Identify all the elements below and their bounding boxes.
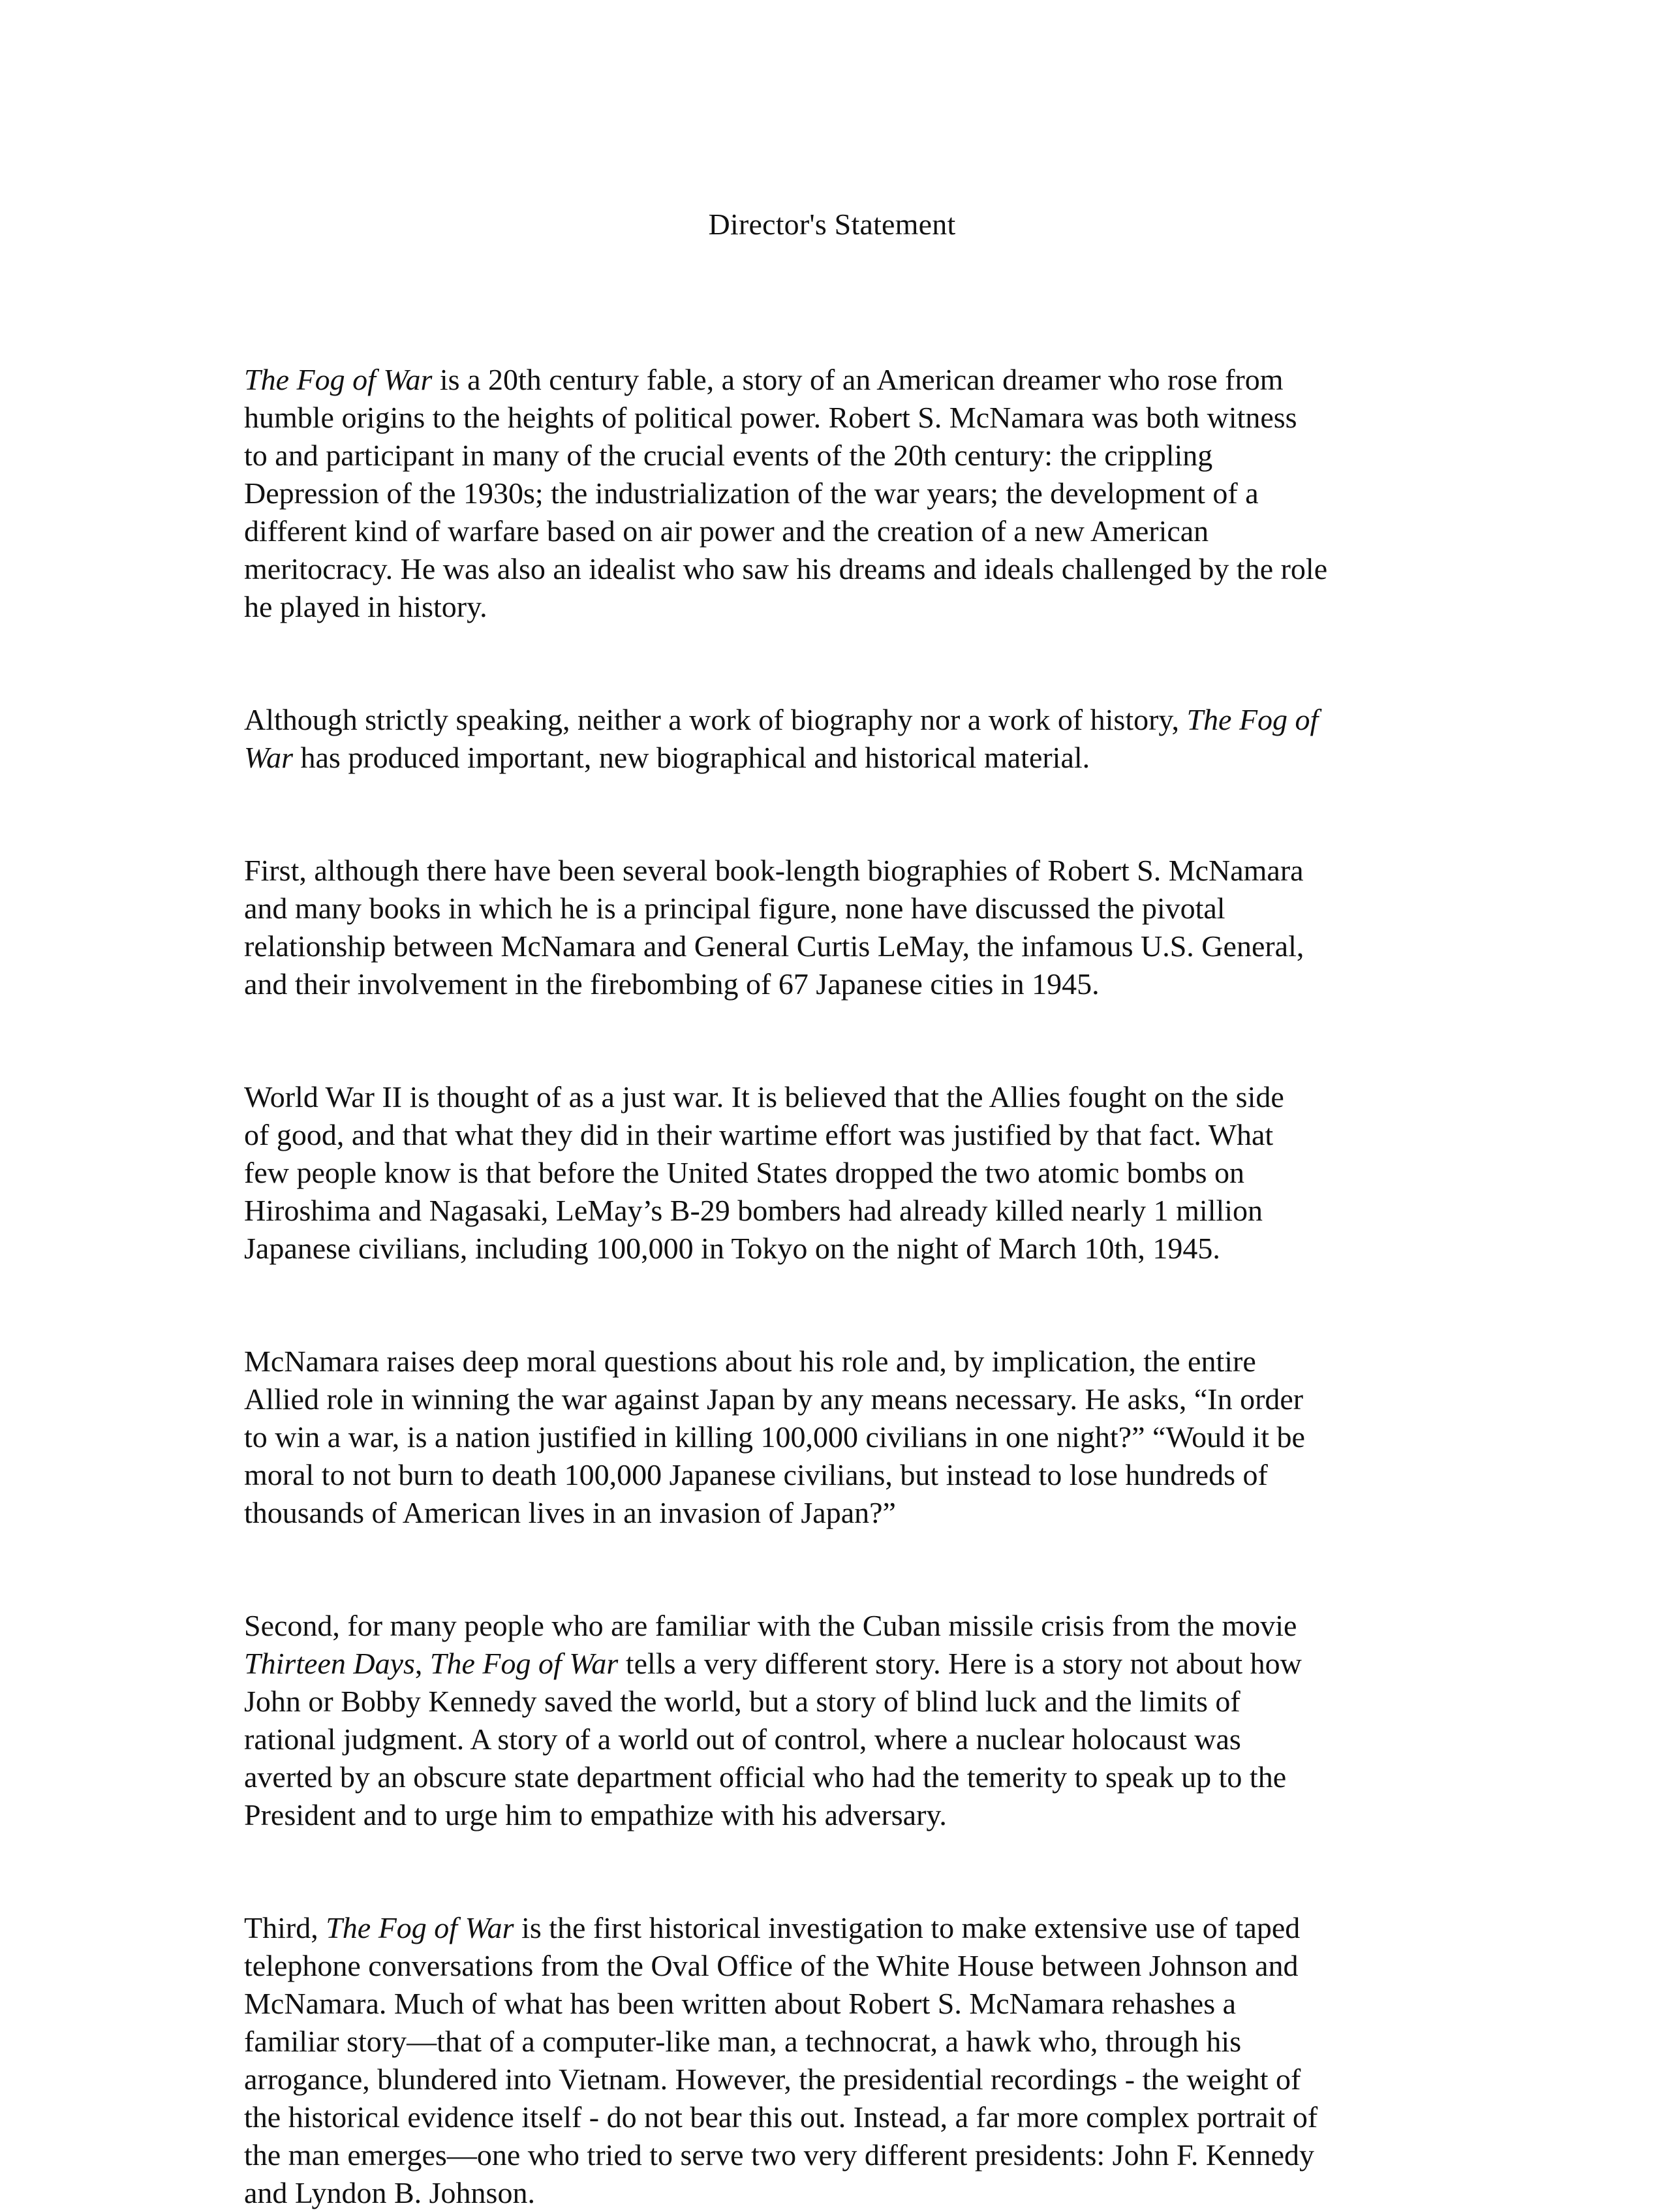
paragraph-text: First, although there have been several book-length biographies of Robert S. McNamara and many books in which he is a principal figure, none have discussed the pivotal relationship between McNamara and General Curtis LeMay, the infamous U.S. General, and their involvement in the firebombing of 67 Japanese cities in 1945. [244, 854, 1304, 1001]
paragraph-moral-questions [244, 1305, 1419, 1532]
document-body [244, 323, 1419, 2212]
paragraph-first [244, 814, 1419, 1003]
paragraph-wwii [244, 1040, 1419, 1268]
paragraph-text: is the first historical investigation to make extensive use of taped telephone conversations from the Oval Office of the White House between Johnson and McNamara. Much of what has been written about Robert S. McNamara rehashes a familiar story—that of a computer-like man, a technocrat, a hawk who, through his arrogance, blundered into Vietnam. However, the presidential recordings - the weight of the historical evidence itself - do not bear this out. Instead, a far more complex portrait of the man emerges—one who tried to serve two very different presidents: John F. Kennedy and Lyndon B. Johnson. [244, 1911, 1318, 2209]
paragraph-text: Second, for many people who are familiar with the Cuban missile crisis from the movie [244, 1609, 1297, 1642]
paragraph-second [244, 1569, 1419, 1834]
page-title: Director's Statement [708, 208, 956, 241]
paragraph-third [244, 1871, 1419, 2212]
paragraph-text: McNamara raises deep moral questions about his role and, by implication, the entire Allied role in winning the war against Japan by any means necessary. He asks, “In order to win a war, is a nation justified in killing 100,000 civilians in one night?” “Would it be moral to not burn to death 100,000 Japanese civilians, but instead to lose hundreds of thousands of American lives in an invasion of Japan?” [244, 1345, 1305, 1529]
paragraph-text: Although strictly speaking, neither a work of biography nor a work of history, [244, 703, 1187, 736]
film-title: The Fog of War [244, 363, 433, 396]
film-title: The Fog of War [429, 1647, 619, 1680]
movie-title: Thirteen Days [244, 1647, 415, 1680]
paragraph-text: tells a very different story. Here is a story not about how John or Bobby Kennedy saved the world, but a story of blind luck and the limits of rational judgment. A story of a world out of control, where a nuclear holocaust was averted by an obscure state department official who had the temerity to speak up to the President and to urge him to empathize with his adversary. [244, 1647, 1302, 1831]
paragraph-text: World War II is thought of as a just war. It is believed that the Allies fought on the side of good, and that what they did in their wartime effort was justified by that fact. What few people know is that before the United States dropped the two atomic bombs on Hiroshima and Nagasaki, LeMay’s B-29 bombers had already killed nearly 1 million Japanese civilians, including 100,000 in Tokyo on the night of March 10th, 1945. [244, 1080, 1284, 1265]
film-title: The Fog of War [326, 1911, 514, 1944]
paragraph-text: has produced important, new biographical and historical material. [293, 741, 1090, 774]
paragraph-intro [244, 323, 1419, 626]
paragraph-material [244, 663, 1419, 777]
paragraph-text: , [414, 1647, 430, 1680]
paragraph-text: is a 20th century fable, a story of an American dreamer who rose from humble origins to the heights of political power. Robert S. McNamara was both witness to and participant in many of the crucial events of the 20th century: the crippling Depression of the 1930s; the industrialization of the war years; the development of a different kind of warfare based on air power and the creation of a new American meritocracy. He was also an idealist who saw his dreams and ideals challenged by the role he played in history. [244, 363, 1328, 623]
paragraph-text: Third, [244, 1911, 326, 1944]
film-title: The Fog of War [244, 703, 1319, 774]
